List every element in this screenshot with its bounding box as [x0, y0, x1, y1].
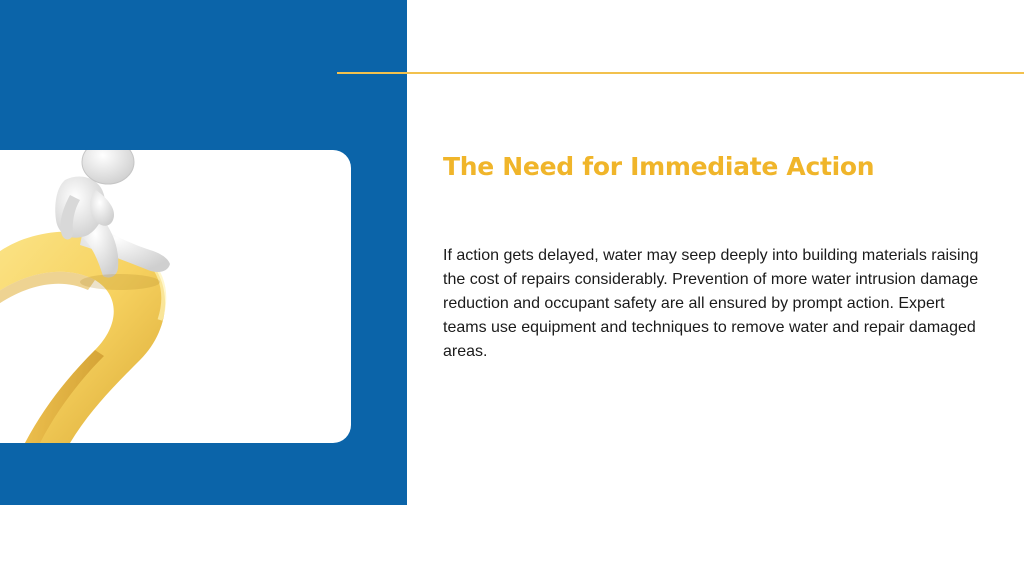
illustration-card	[0, 150, 351, 443]
slide-title: The Need for Immediate Action	[443, 152, 875, 181]
thinking-figure-on-question-mark-illustration	[0, 150, 351, 443]
accent-divider-line	[337, 72, 1024, 74]
slide-body-paragraph: If action gets delayed, water may seep deeply into building materials raising the cost of repairs considerably. Prevention of more water intrusion damage reduction and occupant safety are all ensured by prompt action. Expert teams use equipment and techniques to remove water and repair damaged areas.	[443, 247, 979, 360]
